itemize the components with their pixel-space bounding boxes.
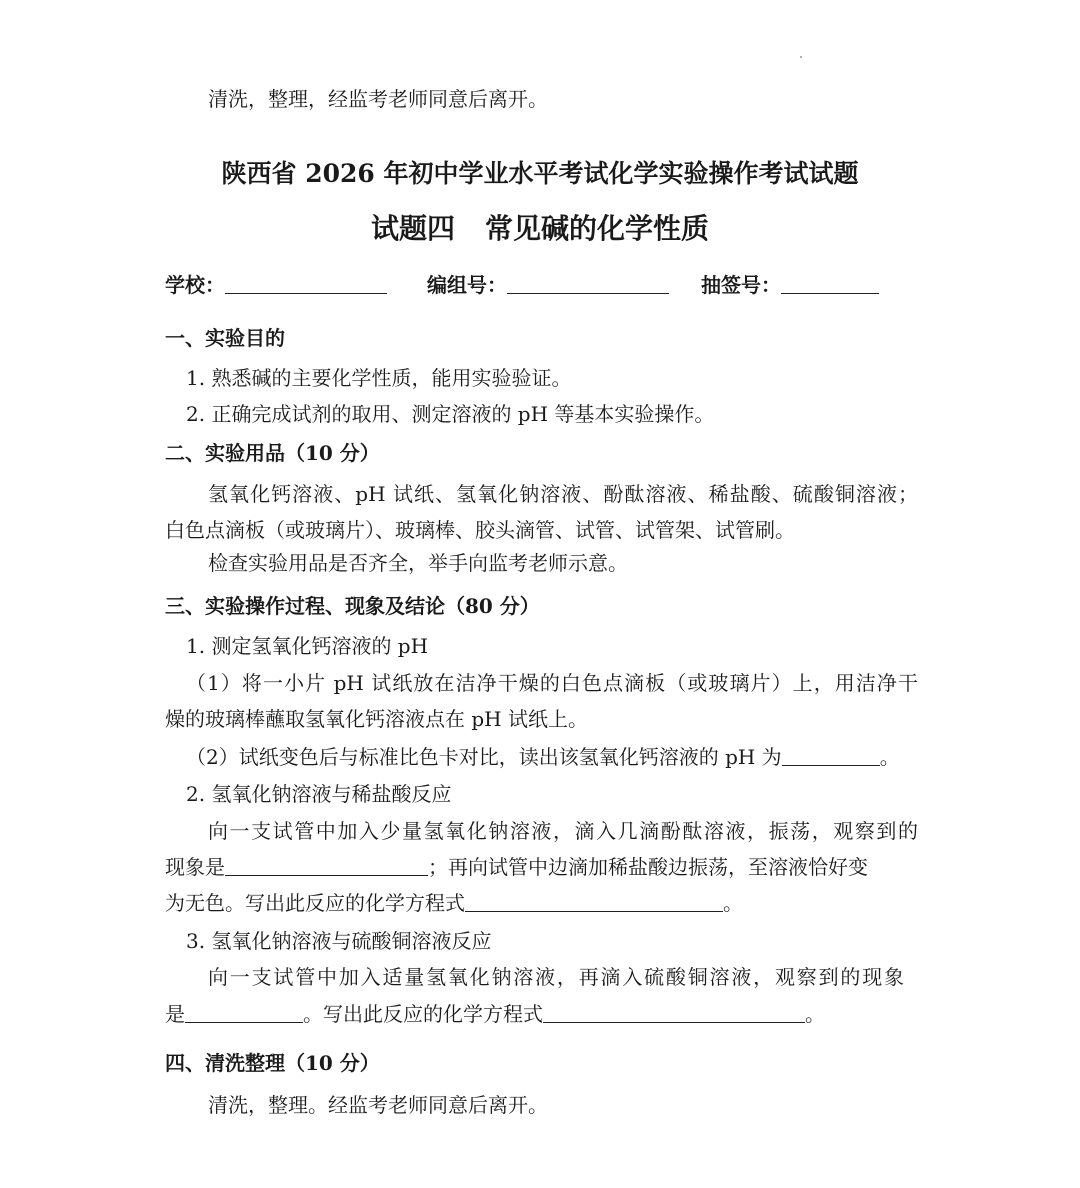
period: 。 [879,745,900,769]
carryover-text: 清洗，整理，经监考老师同意后离开。 [208,87,548,111]
school-blank[interactable] [225,271,387,294]
period: 。 [723,891,743,915]
ph-answer-blank[interactable] [782,743,880,766]
lot-label: 抽签号： [701,273,781,297]
section-4-heading: 四、清洗整理（10 分） [165,1051,380,1075]
section-1-heading: 一、实验目的 [165,326,285,350]
phenomenon-label: 现象是 [165,855,225,879]
procedure-3-line-2 [165,999,825,1029]
phenomenon-label: 是 [165,1002,185,1026]
procedure-1-title: 1. 测定氢氧化钙溶液的 pH [186,634,429,658]
group-label: 编组号： [427,273,507,297]
phenomenon-answer-blank[interactable] [225,853,428,876]
procedure-2-line-1: 向一支试管中加入少量氢氧化钠溶液，滴入几滴酚酞溶液，振荡，观察到的 [208,819,918,843]
phenomenon-answer-blank[interactable] [185,1000,303,1023]
section-1-item: 1. 熟悉碱的主要化学性质，能用实验验证。 [186,366,572,390]
procedure-1-step-1-line-1: （1）将一小片 pH 试纸放在洁净干燥的白色点滴板（或玻璃片）上，用洁净干 [186,671,918,695]
question-title-line [0,214,1080,244]
school-label: 学校： [165,273,225,297]
section-2-heading: 二、实验用品（10 分） [165,441,380,465]
procedure-1-step-2 [186,742,900,772]
scan-speck [800,56,802,58]
school-field [165,270,387,300]
question-number: 试题四 [370,212,455,245]
procedure-3-line-1: 向一支试管中加入适量氢氧化钠溶液，再滴入硫酸铜溶液，观察到的现象 [208,965,904,989]
procedure-2-line-3 [165,888,743,918]
group-blank[interactable] [507,271,669,294]
ph-question-text: （2）试纸变色后与标准比色卡对比，读出该氢氧化钙溶液的 pH 为 [186,745,782,769]
equation-answer-blank[interactable] [465,889,723,912]
procedure-2-line-2 [165,852,868,882]
materials-check: 检查实验用品是否齐全，举手向监考老师示意。 [208,551,628,575]
lot-blank[interactable] [781,271,879,294]
period: 。 [805,1002,825,1026]
procedure-2-continuation: ；再向试管中边滴加稀盐酸边振荡，至溶液恰好变 [428,855,868,879]
question-title: 常见碱的化学性质 [485,212,710,245]
materials-line-1: 氢氧化钙溶液、pH 试纸、氢氧化钠溶液、酚酞溶液、稀盐酸、硫酸铜溶液； [208,482,918,506]
equation-label: 。写出此反应的化学方程式 [303,1002,543,1026]
equation-label: 为无色。写出此反应的化学方程式 [165,891,465,915]
exam-title: 陕西省 2026 年初中学业水平考试化学实验操作考试试题 [221,159,859,188]
cleanup-text: 清洗，整理。经监考老师同意后离开。 [208,1093,548,1117]
group-field [427,270,669,300]
materials-line-2: 白色点滴板（或玻璃片）、玻璃棒、胶头滴管、试管、试管架、试管刷。 [165,518,795,542]
equation-answer-blank[interactable] [543,1000,805,1023]
lot-field [701,270,879,300]
procedure-2-title: 2. 氢氧化钠溶液与稀盐酸反应 [186,782,452,806]
section-3-heading: 三、实验操作过程、现象及结论（80 分） [165,594,540,618]
section-1-item: 2. 正确完成试剂的取用、测定溶液的 pH 等基本实验操作。 [186,402,715,426]
procedure-1-step-1-line-2: 燥的玻璃棒蘸取氢氧化钙溶液点在 pH 试纸上。 [165,707,588,731]
procedure-3-title: 3. 氢氧化钠溶液与硫酸铜溶液反应 [186,929,492,953]
